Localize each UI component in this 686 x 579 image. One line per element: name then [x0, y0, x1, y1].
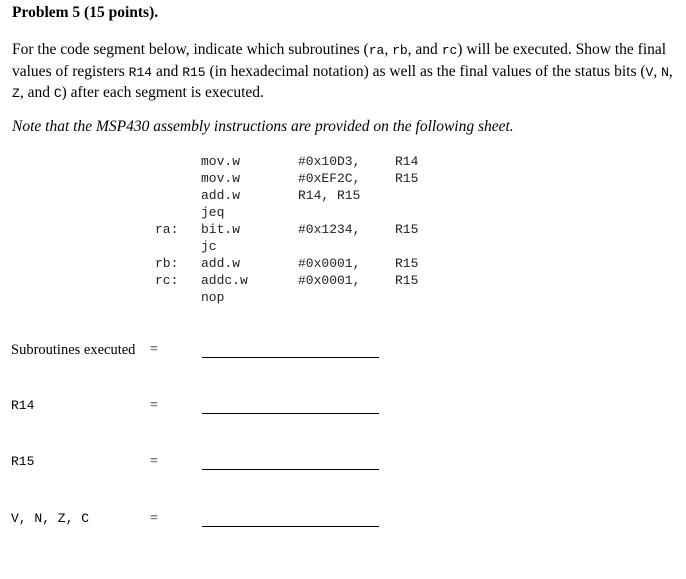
code-instr: add.w [201, 188, 241, 203]
intro-text: ) after each segment is executed. [61, 84, 264, 101]
inline-code-ra: ra [368, 43, 385, 58]
r15-answer-line[interactable] [202, 469, 379, 470]
code-instr: jeq [201, 205, 225, 220]
intro-text: ) will be executed. Show the final values of registers [12, 41, 667, 80]
inline-code-v: V [645, 64, 654, 80]
code-operand: R15 [395, 171, 419, 186]
equals-sign: = [150, 454, 158, 469]
code-operand: R15 [395, 222, 419, 237]
r14-answer-line[interactable] [202, 413, 379, 414]
intro-text: , [653, 62, 662, 80]
code-instr: bit.w [201, 222, 241, 237]
subroutines-answer-line[interactable] [202, 357, 379, 358]
code-operand: #0x10D3, [298, 154, 361, 169]
code-label-ra: ra: [155, 222, 179, 237]
flags-label: V, N, Z, C [11, 511, 90, 526]
equals-sign: = [150, 342, 158, 357]
code-operand: R15 [395, 256, 419, 271]
code-instr: mov.w [201, 171, 241, 186]
code-instr: mov.w [201, 154, 241, 169]
inline-code-n: N [661, 64, 669, 80]
problem-title: Problem 5 (15 points). [12, 4, 159, 21]
equals-sign: = [150, 398, 158, 413]
code-operand: #0x1234, [298, 222, 361, 237]
code-label-rc: rc: [155, 273, 179, 288]
r14-label: R14 [11, 398, 35, 413]
code-instr: addc.w [201, 273, 248, 288]
flags-answer-line[interactable] [202, 526, 379, 527]
subroutines-label: Subroutines executed [11, 342, 136, 358]
inline-code-rc: rc [441, 43, 458, 58]
intro-text: and [152, 62, 183, 80]
inline-code-z: Z [12, 86, 20, 101]
code-instr: add.w [201, 256, 241, 271]
r15-label: R15 [11, 454, 35, 469]
code-operand: #0x0001, [298, 273, 361, 288]
code-operand: R14 [395, 154, 419, 169]
equals-sign: = [150, 511, 158, 526]
code-operand: #0x0001, [298, 256, 361, 271]
inline-code-rb: rb [392, 43, 408, 58]
problem-description [12, 40, 677, 105]
intro-text: , and [19, 84, 54, 101]
code-label-rb: rb: [155, 256, 179, 271]
code-instr: nop [201, 290, 225, 305]
code-instr: jc [201, 239, 217, 254]
code-operand: R14, R15 [298, 188, 361, 203]
code-operand: R15 [395, 273, 419, 288]
intro-text: , [384, 41, 393, 58]
note-text: Note that the MSP430 assembly instructions are provided on the following sheet. [12, 118, 514, 135]
intro-text: (in hexadecimal notation) as well as the final values of the status bits ( [205, 62, 646, 80]
inline-code-r14: R14 [128, 64, 153, 80]
inline-code-c: C [53, 86, 62, 101]
intro-text: For the code segment below, indicate which subroutines ( [12, 41, 369, 58]
intro-text: , [668, 62, 673, 80]
inline-code-r15: R15 [182, 64, 206, 80]
intro-text: , and [407, 41, 442, 58]
code-operand: #0xEF2C, [298, 171, 361, 186]
